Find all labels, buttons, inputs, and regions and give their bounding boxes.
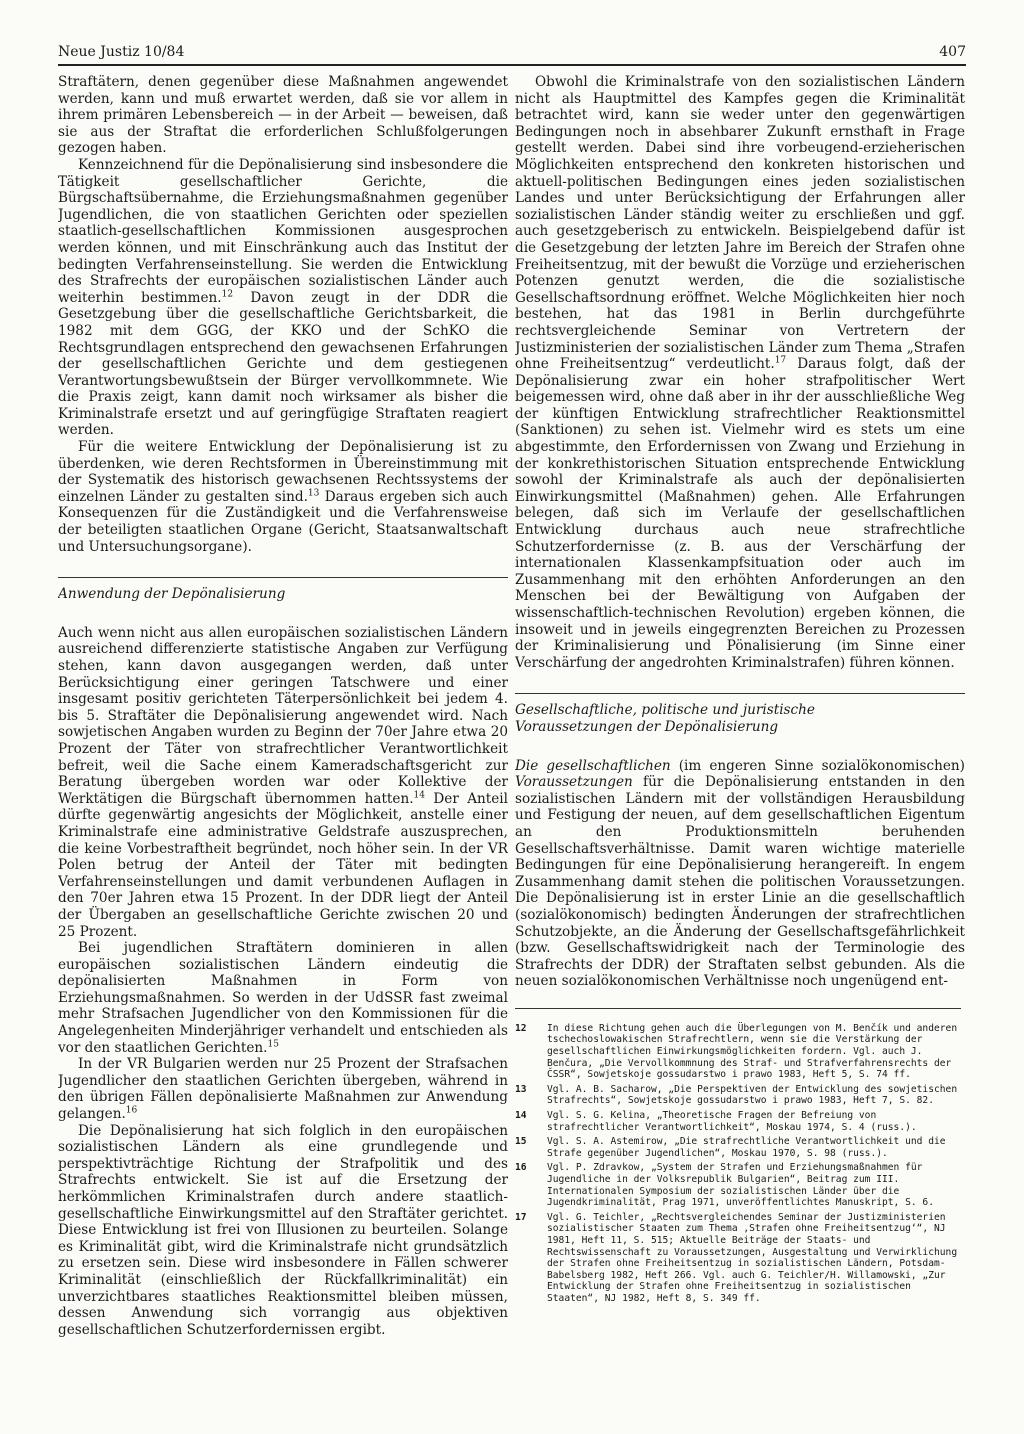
footnote-marker: 15 (267, 1039, 279, 1050)
header-rule (58, 64, 966, 66)
footnote-rule (515, 1008, 961, 1009)
page-header (58, 44, 966, 66)
page-number: 407 (939, 44, 966, 60)
paragraph: Die gesellschaftlichen (im engeren Sinne sozialökonomischen) Voraussetzungen für die Depönalisierung entstanden in den sozialistischen Ländern mit der vollständigen Herausbildung und Festigung der neuen, auf dem gesellschaftlichen Eigentum an den Produktionsmitteln beruhenden Gesellschaftsverhältnisse. Damit waren wichtige materielle Bedingungen für eine Depönalisierung herangereift. In engem Zusammenhang damit stehen die politischen Voraussetzungen. Die Depönalisierung ist in erster Linie an die gesellschaftlich (sozialökonomisch) bedingten Änderungen der strafrechtlichen Schutzobjekte, an die Änderung der Gesellschaftsgefährlichkeit (bzw. Gesellschaftswidrigkeit nach der Terminologie des Strafrechts der DDR) der Straftaten selbst gebunden. Als die neuen sozialökonomischen Verhältnisse noch ungenügend ent- (515, 757, 965, 990)
footnote-marker: 17 (774, 355, 787, 366)
paragraph: Kennzeichnend für die Depönalisierung sind insbesondere die Tätigkeit gesellschaftlicher Gerichte, die Bürgschaftsübernahme, die Erziehungsmaßnahmen gegenüber Jugendlichen, die von staatlichen Gerichten oder speziellen staatlich-gesellschaftlichen Kommissionen ausgesprochen werden können, und mit Einschränkung auch das Institut der bedingten Verfahrenseinstellung. Sie werden die Entwicklung des Strafrechts der europäischen sozialistischen Länder auch weiterhin bestimmen.$^{12}$ Davon zeugt in der DDR die Gesetzgebung über die gesellschaftliche Gerichtsbarkeit, die 1982 mit dem GGG, der KKO und der SchKO die Rechtsgrundlagen entsprechend den gewachsenen Erfahrungen der gesellschaftlichen Gerichte und dem gestiegenen Verantwortungsbewußtsein der Bürger vervollkommnete. Wie die Praxis zeigt, kann damit noch wirksamer als bisher die Kriminalstrafe ersetzt und auf geringfügige Straftaten reagiert werden. (58, 156, 508, 439)
paragraph: In der VR Bulgarien werden nur 25 Prozent der Strafsachen Jugendlicher den staatlichen Gerichten übergeben, während in den übrigen Fällen depönalisierte Maßnahmen zur Anwendung gelangen.$^{16}$ (58, 1056, 508, 1123)
section-rule (58, 577, 508, 578)
paragraph: Auch wenn nicht aus allen europäischen sozialistischen Ländern ausreichend differenzierte statistische Angaben zur Verfügung stehen, kann davon ausgegangen werden, daß unter Berücksichtigung einer geringen Tatschwere und einer insgesamt positiv gerichteten Täterpersönlichkeit bei jedem 4. bis 5. Straftäter die Depönalisierung angewendet wird. Nach sowjetischen Angaben wurden zu Beginn der 70er Jahre etwa 20 Prozent der Täter von strafrechtlicher Verantwortlichkeit befreit, weil die Sache einem Kameradschaftsgericht zur Beratung übergeben worden war oder Kollektive der Werktätigen die Bürgschaft übernommen hatten.$^{14}$ Der Anteil dürfte gegenwärtig angesichts der Möglichkeit, anstelle einer Kriminalstrafe eine administrative Geldstrafe auszusprechen, die keine Vorbestraftheit begründet, noch höher sein. In der VR Polen betrug der Anteil der Täter mit bedingten Verfahrenseinstellungen und damit verbundenen Auflagen in den 70er Jahren etwa 15 Prozent. In der DDR liegt der Anteil der Übergaben an gesellschaftliche Gerichte zwischen 20 und 25 Prozent. (58, 624, 508, 940)
right-column (515, 74, 965, 1394)
footnote: 13 Vgl. A. B. Sacharow, „Die Perspektiven der Entwicklung des sowjetischen Strafrechts“, Sowjetskoje gossudarstwo i prawo 1983, Heft 7, S. 82. (515, 1083, 958, 1107)
paragraph: Obwohl die Kriminalstrafe von den sozialistischen Ländern nicht als Hauptmittel des Kampfes gegen die Kriminalität betrachtet wird, kann sie weder unter den gegenwärtigen Bedingungen noch in absehbarer Zukunft ernsthaft in Frage gestellt werden. Dabei sind ihre vorbeugend-erzieherischen Möglichkeiten entsprechend den konkreten historischen und aktuell-politischen Bedingungen eines jeden sozialistischen Landes und unter Berücksichtigung der Erfahrungen aller sozialistischen Länder ständig weiter zu erschließen und ggf. auch gesetzgeberisch zu entwickeln. Beispielgebend dafür ist die Gesetzgebung der letzten Jahre im Bereich der Strafen ohne Freiheitsentzug, mit der bewußt die Vorzüge und erzieherischen Potenzen genutzt werden, die die sozialistische Gesellschaftsordnung eröffnet. Welche Möglichkeiten hier noch bestehen, hat das 1981 in Berlin durchgeführte rechtsvergleichende Seminar von Vertretern der Justizministerien der sozialistischen Länder zum Thema „Strafen ohne Freiheitsentzug“ verdeutlicht.$^{17}$ Daraus folgt, daß der Depönalisierung zwar ein hoher strafpolitischer Wert beigemessen wird, ohne daß aber in ihr der ausschließliche Weg der künftigen Entwicklung strafrechtlicher Reaktionsmittel (Sanktionen) zu sehen ist. Vielmehr wird es stets um eine abgestimmte, den Erfordernissen von Zwang und Erziehung in der konkrethistorischen Situation entsprechende Entwicklung sowohl der Kriminalstrafe als auch der depönalisierten Einwirkungsmittel (Maßnahmen) gehen. Alle Erfahrungen belegen, daß sich im Verlaufe der gesellschaftlichen Entwicklung durchaus auch neue strafrechtliche Schutzerfordernisse (z. B. aus der Verschärfung der internationalen Klassenkampfsituation oder auch im Zusammenhang mit den erhöhten Anforderungen an den Menschen bei der Bewältigung von Aufgaben der wissenschaftlich-technischen Revolution) ergeben können, die insoweit und in jeweils eingegrenzten Bereichen zu Prozessen der Kriminalisierung und Pönalisierung (im Sinne einer Verschärfung der angedrohten Kriminalstrafen) führen können. (515, 74, 965, 671)
paragraph: Straftätern, denen gegenüber diese Maßnahmen angewendet werden, kann und muß erwartet werden, daß sie vor allem in ihrem primären Lebensbereich — in der Arbeit — beweisen, daß sie aus der Straftat die erforderlichen Schlußfolgerungen gezogen haben. (58, 74, 508, 157)
paragraph: Bei jugendlichen Straftätern dominieren in allen europäischen sozialistischen Ländern eindeutig die depönalisierten Maßnahmen in Form von Erziehungsmaßnahmen. So werden in der UdSSR fast zweimal mehr Strafsachen Jugendlicher von den Kommissionen für die Angelegenheiten Minderjähriger verhandelt und entschieden als vor den staatlichen Gerichten.$^{15}$ (58, 940, 508, 1056)
footnotes (515, 1023, 965, 1305)
footnote-marker: 13 (307, 488, 320, 499)
footnote: 16 Vgl. P. Zdravkow, „System der Strafen und Erziehungsmaßnahmen für Jugendliche in der Volksrepublik Bulgarien“, Beitrag zum III. Internationalen Symposium der sozialistischen Länder über die Jugendkriminalität, Prag 1971, unveröffentlichtes Manuskript, S. 6. (515, 1162, 934, 1209)
left-column (58, 74, 508, 1394)
section-heading: Gesellschaftliche, politische und juristische Voraussetzungen der Depönalisierung (515, 702, 815, 735)
paragraph: Die Depönalisierung hat sich folglich in den europäischen sozialistischen Ländern als eine grundlegende und perspektivträchtige Richtung der Strafpolitik und des Strafrechts entwickelt. Sie ist auf die Ersetzung der herkömmlichen Kriminalstrafen durch andere staatlich-gesellschaftliche Einwirkungsmittel auf den Straftäter gerichtet. Diese Entwicklung ist frei von Illusionen zu beurteilen. Solange es Kriminalität gibt, wird die Kriminalstrafe nicht grundsätzlich zu ersetzen sein. Diese wird insbesondere in Fällen schwerer Kriminalität (einschließlich der Rückfallkriminalität) ein unverzichtbares staatliches Reaktionsmittel bleiben müssen, dessen Anwendung sich vorrangig aus objektiven gesellschaftlichen Schutzerfordernissen ergibt. (58, 1122, 508, 1338)
section-rule (515, 693, 965, 694)
paragraph: Für die weitere Entwicklung der Depönalisierung ist zu überdenken, wie deren Rechtsformen in Übereinstimmung mit der Systematik des historisch gewachsenen Rechtssystems der einzelnen Länder zu gestalten sind.$^{13}$ Daraus ergeben sich auch Konsequenzen für die Zuständigkeit und die Verfahrensweise der beteiligten staatlichen Organe (Gericht, Staatsanwaltschaft und Untersuchungsorgane). (58, 439, 508, 555)
section-heading: Anwendung der Depönalisierung (58, 586, 286, 603)
footnote: 12 In diese Richtung gehen auch die Überlegungen von M. Benčík und anderen tschechoslowakischen Strafrechtlern, wenn sie die Verstärkung der gesellschaftlichen Einwirkungsmöglichkeiten fordern. Vgl. auch J. Benčura, „Die Vervollkommnung des Straf- und Strafverfahrensrechts der ČSSR“, Sowjetskoje gossudarstwo i prawo 1983, Heft 5, S. 74 ff. (515, 1022, 958, 1081)
footnote: 14 Vgl. S. G. Kelina, „Theoretische Fragen der Befreiung von strafrechtlicher Verantwortlichkeit“, Moskau 1974, S. 4 (russ.). (515, 1110, 917, 1133)
journal-title: Neue Justiz 10/84 (58, 44, 185, 60)
footnote: 15 Vgl. S. A. Astemirow, „Die strafrechtliche Verantwortlichkeit und die Strafe gegenüber Jugendlichen“, Moskau 1970, S. 98 (russ.). (515, 1136, 946, 1159)
footnote-marker: 12 (221, 289, 234, 300)
footnote: 17 Vgl. G. Teichler, „Rechtsvergleichendes Seminar der Justizministerien sozialistischer Staaten zum Thema ‚Strafen ohne Freiheitsentzug‘“, NJ 1981, Heft 11, S. 515; Aktuelle Beiträge der Staats- und Rechtswissenschaft zu Voraussetzungen, Ausgestaltung und Verwirklichung der Strafen ohne Freiheitsentzug in sozialistischen Ländern, Potsdam-Babelsberg 1982, Heft 266. Vgl. auch G. Teichler/H. Willamowski, „Zur Entwicklung der Strafen ohne Freiheitsentzug in sozialistischen Staaten“, NJ 1982, Heft 8, S. 349 ff. (515, 1211, 958, 1304)
footnote-marker: 16 (125, 1105, 138, 1116)
footnote-marker: 14 (413, 790, 425, 801)
